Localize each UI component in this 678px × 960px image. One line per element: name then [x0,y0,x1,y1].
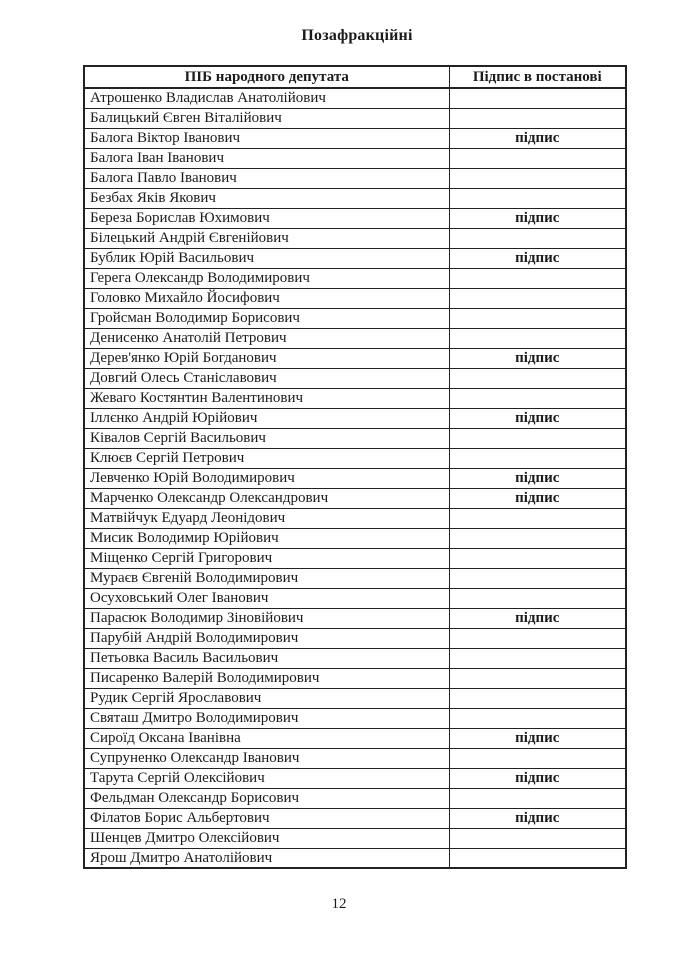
deputy-name-cell: Осуховський Олег Іванович [84,588,449,608]
table-row [84,348,626,368]
signature-cell: підпис [449,468,626,488]
signature-cell [449,528,626,548]
signature-cell [449,708,626,728]
signature-cell [449,628,626,648]
signature-cell: підпис [449,208,626,228]
table-row [84,308,626,328]
signature-cell [449,668,626,688]
signature-cell [449,388,626,408]
table-row [84,288,626,308]
deputy-name-cell: Ярош Дмитро Анатолійович [84,848,449,868]
deputy-name-cell: Жеваго Костянтин Валентинович [84,388,449,408]
deputy-name-cell: Гройсман Володимир Борисович [84,308,449,328]
table-row [84,128,626,148]
signature-cell: підпис [449,348,626,368]
column-header-signature: Підпис в постанові [449,66,626,88]
deputy-name-cell: Балога Павло Іванович [84,168,449,188]
deputy-name-cell: Парасюк Володимир Зіновійович [84,608,449,628]
table-row [84,428,626,448]
signature-cell [449,508,626,528]
table-row [84,508,626,528]
deputy-name-cell: Білецький Андрій Євгенійович [84,228,449,248]
table-row [84,448,626,468]
deputy-name-cell: Супруненко Олександр Іванович [84,748,449,768]
deputy-name-cell: Балицький Євген Віталійович [84,108,449,128]
deputy-name-cell: Петьовка Василь Васильович [84,648,449,668]
table-row [84,828,626,848]
deputy-name-cell: Балога Іван Іванович [84,148,449,168]
deputy-name-cell: Шенцев Дмитро Олексійович [84,828,449,848]
deputy-name-cell: Береза Борислав Юхимович [84,208,449,228]
signature-cell [449,368,626,388]
table-row [84,728,626,748]
signature-cell [449,88,626,108]
table-row [84,268,626,288]
deputy-name-cell: Атрошенко Владислав Анатолійович [84,88,449,108]
table-row [84,468,626,488]
signature-cell [449,188,626,208]
deputy-name-cell: Балога Віктор Іванович [84,128,449,148]
signature-cell: підпис [449,808,626,828]
table-row [84,248,626,268]
deputy-name-cell: Писаренко Валерій Володимирович [84,668,449,688]
signature-cell: підпис [449,608,626,628]
deputy-name-cell: Марченко Олександр Олександрович [84,488,449,508]
table-row [84,368,626,388]
table-row [84,328,626,348]
deputy-name-cell: Матвійчук Едуард Леонідович [84,508,449,528]
table-row [84,228,626,248]
signature-cell: підпис [449,248,626,268]
table-row [84,848,626,868]
deputy-name-cell: Левченко Юрій Володимирович [84,468,449,488]
table-row [84,488,626,508]
signature-cell [449,148,626,168]
deputy-name-cell: Парубій Андрій Володимирович [84,628,449,648]
table-header-row [84,66,626,88]
table-row [84,668,626,688]
signature-cell [449,848,626,868]
signature-cell [449,688,626,708]
table-row [84,568,626,588]
signature-cell [449,108,626,128]
signature-cell [449,588,626,608]
table-row [84,208,626,228]
signature-cell [449,448,626,468]
signature-cell: підпис [449,408,626,428]
signature-cell: підпис [449,728,626,748]
signature-cell [449,788,626,808]
table-row [84,608,626,628]
deputy-name-cell: Безбах Яків Якович [84,188,449,208]
signature-cell [449,308,626,328]
deputy-name-cell: Міщенко Сергій Григорович [84,548,449,568]
signature-cell [449,268,626,288]
signature-cell [449,568,626,588]
table-row [84,748,626,768]
signature-cell [449,288,626,308]
deputy-name-cell: Бублик Юрій Васильович [84,248,449,268]
deputy-name-cell: Головко Михайло Йосифович [84,288,449,308]
table-row [84,188,626,208]
deputy-name-cell: Сироїд Оксана Іванівна [84,728,449,748]
table-body [84,88,626,868]
deputy-name-cell: Іллєнко Андрій Юрійович [84,408,449,428]
deputy-name-cell: Ківалов Сергій Васильович [84,428,449,448]
deputy-name-cell: Дерев'янко Юрій Богданович [84,348,449,368]
deputy-name-cell: Довгий Олесь Станіславович [84,368,449,388]
table-row [84,648,626,668]
deputy-name-cell: Святаш Дмитро Володимирович [84,708,449,728]
table-row [84,708,626,728]
deputy-name-cell: Клюєв Сергій Петрович [84,448,449,468]
document-title: Позафракційні [301,27,413,44]
table-row [84,628,626,648]
deputies-table [83,65,627,869]
deputy-name-cell: Мисик Володимир Юрійович [84,528,449,548]
deputy-name-cell: Герега Олександр Володимирович [84,268,449,288]
deputy-name-cell: Денисенко Анатолій Петрович [84,328,449,348]
signature-cell: підпис [449,768,626,788]
signature-cell: підпис [449,488,626,508]
table-row [84,768,626,788]
signature-cell [449,428,626,448]
table-row [84,388,626,408]
signature-cell [449,748,626,768]
column-header-deputy-name: ПІБ народного депутата [84,66,449,88]
table-row [84,528,626,548]
table-row [84,168,626,188]
deputy-name-cell: Тарута Сергій Олексійович [84,768,449,788]
table-row [84,408,626,428]
deputy-name-cell: Філатов Борис Альбертович [84,808,449,828]
table-row [84,108,626,128]
signature-cell [449,228,626,248]
signature-cell: підпис [449,128,626,148]
table-row [84,548,626,568]
page-number: 12 [331,896,347,912]
signature-cell [449,328,626,348]
table-row [84,588,626,608]
table-row [84,688,626,708]
table-row [84,148,626,168]
table-row [84,788,626,808]
deputy-name-cell: Фельдман Олександр Борисович [84,788,449,808]
deputy-name-cell: Рудик Сергій Ярославович [84,688,449,708]
table-row [84,808,626,828]
table-row [84,88,626,108]
deputy-name-cell: Мураєв Євгеній Володимирович [84,568,449,588]
signature-cell [449,168,626,188]
signature-cell [449,548,626,568]
signature-cell [449,648,626,668]
signature-cell [449,828,626,848]
